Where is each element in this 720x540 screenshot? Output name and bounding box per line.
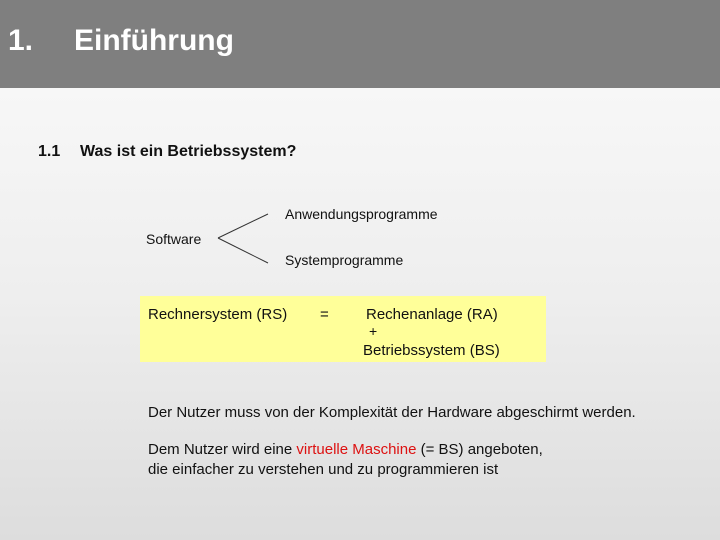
p2-text-before: Dem Nutzer wird eine [148,441,297,458]
paragraph-virtual-machine [148,440,543,480]
virtual-machine-highlight: virtuelle Maschine [296,441,417,458]
branch-system-programs: Systemprogramme [285,252,404,268]
branch-application-programs: Anwendungsprogramme [285,206,438,222]
title-bar [0,0,720,88]
section-title: Was ist ein Betriebssystem? [80,143,297,160]
definition-box [140,296,546,362]
equals-sign: = [320,306,329,323]
bs-label: Betriebssystem (BS) [363,342,500,359]
upper-branch-line [218,214,268,238]
paragraph-virtual-machine-line2: die einfacher zu verstehen und zu programmieren ist [148,461,499,478]
p2-text-after: (= BS) angeboten, [416,441,543,458]
software-label: Software [146,231,202,247]
ra-label: Rechenanlage (RA) [366,306,498,323]
rs-label: Rechnersystem (RS) [148,306,288,323]
paragraph-virtual-machine-line1 [148,440,543,460]
paragraph-abstraction: Der Nutzer muss von der Komplexität der Hardware abgeschirmt werden. [148,404,636,421]
plus-sign: + [369,323,378,339]
lower-branch-line [218,238,268,263]
chapter-title: Einführung [74,24,234,57]
section-number: 1.1 [38,143,61,160]
chapter-number: 1. [8,24,34,57]
